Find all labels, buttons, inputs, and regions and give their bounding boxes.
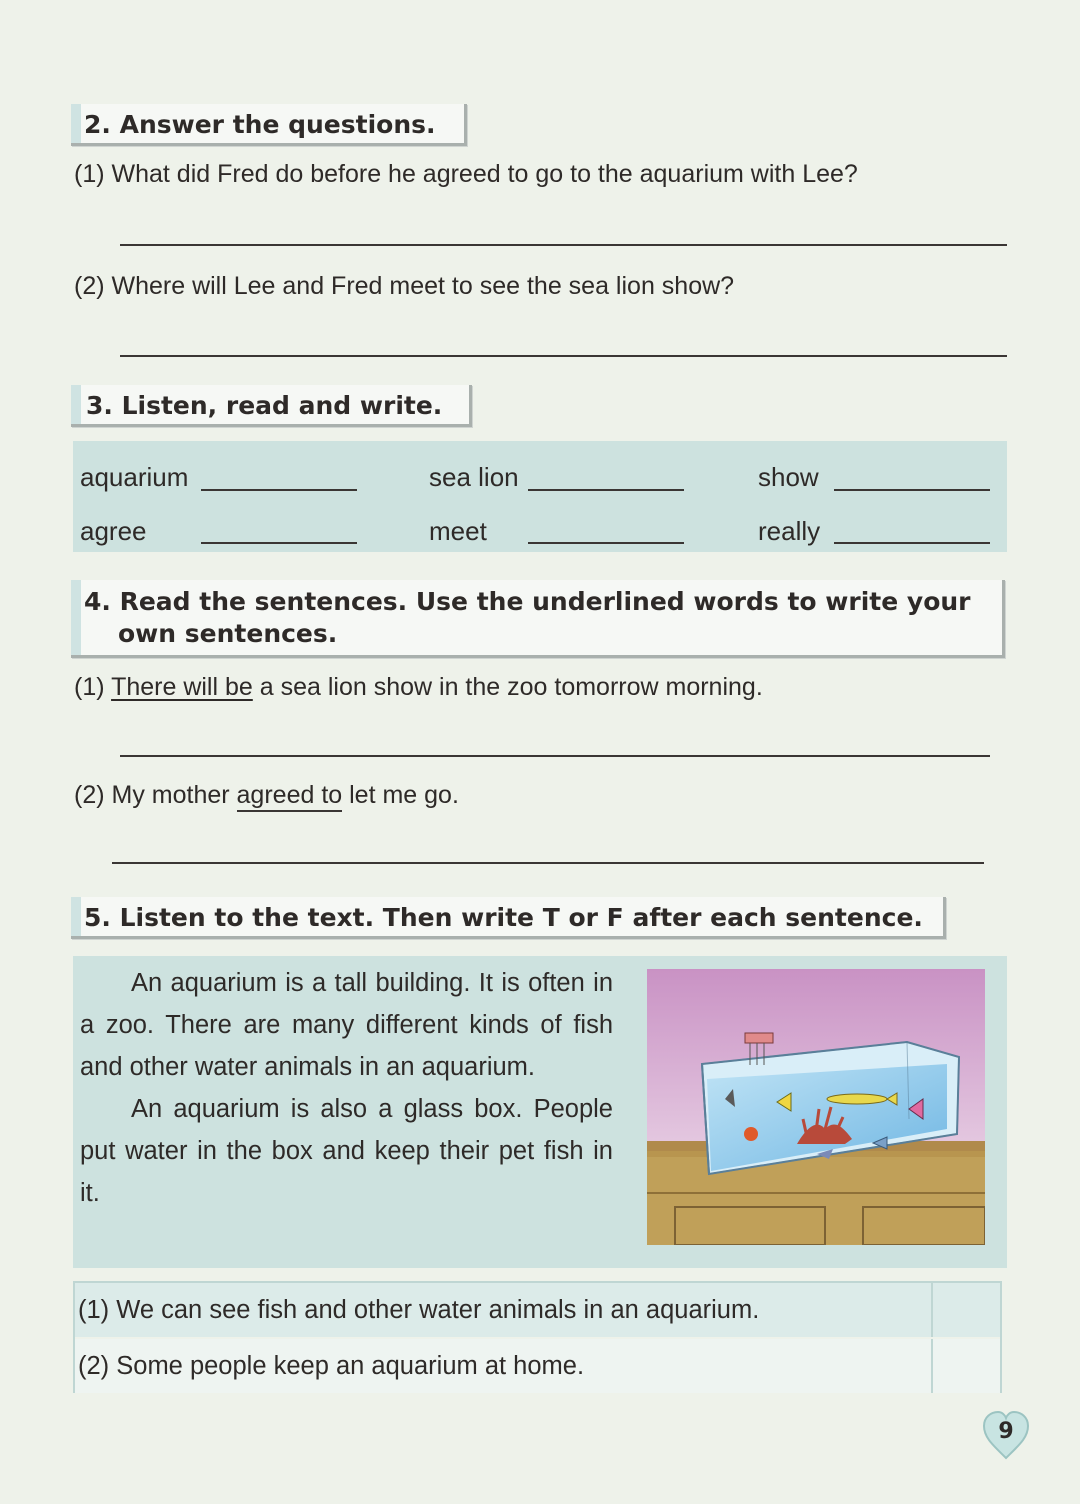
question-2: (2) Where will Lee and Fred meet to see the sea lion show? <box>74 272 735 300</box>
word-aquarium: aquarium <box>80 462 189 492</box>
passage-paragraph-2: An aquarium is also a glass box. People put water in the box and keep their pet fish in it. <box>80 1095 613 1207</box>
sentence-1 <box>74 673 763 702</box>
true-false-table <box>73 1281 1002 1393</box>
sentence-1-rest: a sea lion show in the zoo tomorrow morning. <box>252 673 763 701</box>
word-blank-aquarium[interactable] <box>201 489 357 491</box>
page-number: 9 <box>998 1419 1014 1444</box>
section-3-title: 3. Listen, read and write. <box>86 391 443 420</box>
section-4-header <box>71 580 1005 658</box>
section-5-title: 5. Listen to the text. Then write T or F after each sentence. <box>84 903 923 932</box>
word-blank-sea-lion[interactable] <box>528 489 684 491</box>
section-4-title-line-1: 4. Read the sentences. Use the underlined words to write your <box>84 587 971 616</box>
word-really: really <box>758 516 821 546</box>
section-5-header <box>71 897 946 939</box>
page-number-badge <box>982 1410 1030 1460</box>
word-meet: meet <box>429 516 487 546</box>
answer-line-2[interactable] <box>120 355 1007 357</box>
word-blank-agree[interactable] <box>201 542 357 544</box>
word-box <box>73 441 1007 552</box>
tf-statement-1: (1) We can see fish and other water animals in an aquarium. <box>78 1296 760 1324</box>
question-1: (1) What did Fred do before he agreed to go to the aquarium with Lee? <box>74 160 858 188</box>
tf-row-2 <box>75 1339 1000 1393</box>
tf-answer-cell-1[interactable] <box>931 1283 933 1337</box>
word-show: show <box>758 462 819 492</box>
reading-passage <box>80 962 613 1214</box>
section-2-header <box>71 104 467 146</box>
passage-paragraph-1: An aquarium is a tall building. It is often in a zoo. There are many different kinds of fish and other water animals in an aquarium. <box>80 969 613 1081</box>
section-4-title-line-2: own sentences. <box>118 619 338 648</box>
tf-row-1 <box>75 1283 1000 1337</box>
sentence-1-prefix: (1) <box>74 673 112 701</box>
section-2-title: 2. Answer the questions. <box>84 110 436 139</box>
sentence-line-2[interactable] <box>112 862 984 864</box>
answer-line-1[interactable] <box>120 244 1007 246</box>
word-blank-really[interactable] <box>834 542 990 544</box>
word-blank-show[interactable] <box>834 489 990 491</box>
sentence-2 <box>74 781 459 812</box>
sentence-2-rest: let me go. <box>342 781 459 809</box>
word-blank-meet[interactable] <box>528 542 684 544</box>
word-sea-lion: sea lion <box>429 462 519 492</box>
aquarium-illustration <box>647 969 985 1245</box>
tf-statement-2: (2) Some people keep an aquarium at home. <box>78 1352 585 1380</box>
word-agree: agree <box>80 516 147 546</box>
section-3-header <box>71 385 472 427</box>
sentence-2-prefix: (2) My mother <box>74 781 237 809</box>
sentence-1-underlined: There will be <box>111 673 253 701</box>
tf-answer-cell-2[interactable] <box>931 1339 933 1393</box>
sentence-line-1[interactable] <box>120 755 990 757</box>
sentence-2-underlined: agreed to <box>237 781 343 812</box>
